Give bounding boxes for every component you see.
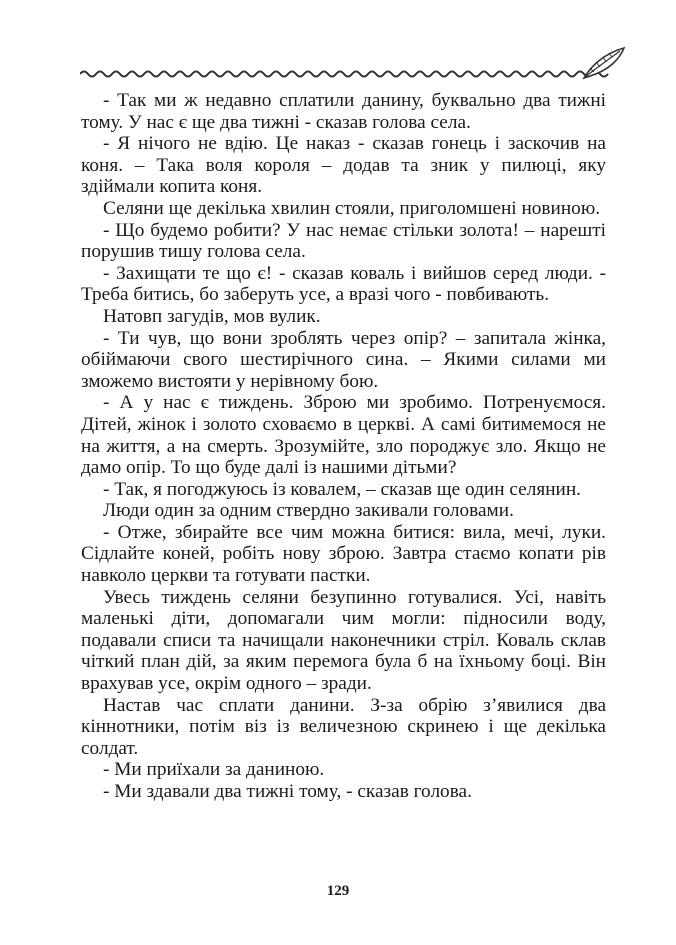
paragraph: - Що будемо робити? У нас немає стільки золота! – нарешті порушив тишу голова села.	[81, 219, 606, 263]
paragraph: - Так ми ж недавно сплатили данину, буквально два тижні тому. У нас є ще два тижні - сказав голова села.	[81, 90, 606, 133]
paragraph: - Ти чув, що вони зроблять через опір? – запитала жінка, обіймаючи свого шестирічного сина. – Якими силами ми зможемо вистояти у нерівному бою.	[81, 327, 606, 392]
feather-quill-icon	[584, 48, 624, 78]
paragraph: - Захищати те що є! - сказав коваль і вийшов серед люди. - Треба битись, бо заберуть усе, а вразі чого - повбивають.	[81, 262, 606, 306]
paragraph: - Отже, збирайте все чим можна битися: вила, мечі, луки. Сідлайте коней, робіть нову зброю. Завтра стаємо копати рів навколо церкви та готувати пастки.	[81, 521, 606, 587]
paragraph: - А у нас є тиждень. Зброю ми зробимо. Потренуємося. Дітей, жінок і золото сховаємо в церкві. А самі битимемося не на життя, а на смерть. Зрозумійте, зло породжує зло. Якщо не дамо опір. То що буде далі із нашими дітьми?	[81, 392, 606, 479]
paragraph: Селяни ще декілька хвилин стояли, приголомшені новиною.	[103, 197, 601, 219]
story-text	[81, 90, 606, 803]
paragraph: - Ми приїхали за даниною.	[103, 759, 325, 781]
paragraph: Люди один за одним ствердно закивали головами.	[103, 500, 514, 522]
header-ornament	[80, 44, 632, 84]
paragraph: Увесь тиждень селяни безупинно готувалися. Усі, навіть маленькі діти, допомагали чим могли: підносили воду, подавали списи та начищали наконечники стріл. Коваль склав чіткий план дій, за яким перемога була б на їхньому боці. Він врахував усе, окрім одного – зради.	[81, 586, 606, 695]
paragraph: - Ми здавали два тижні тому, - сказав голова.	[103, 781, 472, 802]
paragraph: Натовп загудів, мов вулик.	[103, 305, 321, 327]
page-number: 129	[326, 883, 350, 899]
paragraph: Настав час сплати данини. З-за обрію з’явилися два кіннотники, потім віз із величезною скринею і ще декілька солдат.	[81, 694, 606, 759]
wavy-divider-line	[80, 72, 608, 77]
paragraph: - Я нічого не вдію. Це наказ - сказав гонець і заскочив на коня. – Така воля короля – додав та зник у пилюці, яку здіймали копита коня.	[81, 133, 606, 198]
paragraph: - Так, я погоджуюсь із ковалем, – сказав ще один селянин.	[103, 478, 581, 500]
